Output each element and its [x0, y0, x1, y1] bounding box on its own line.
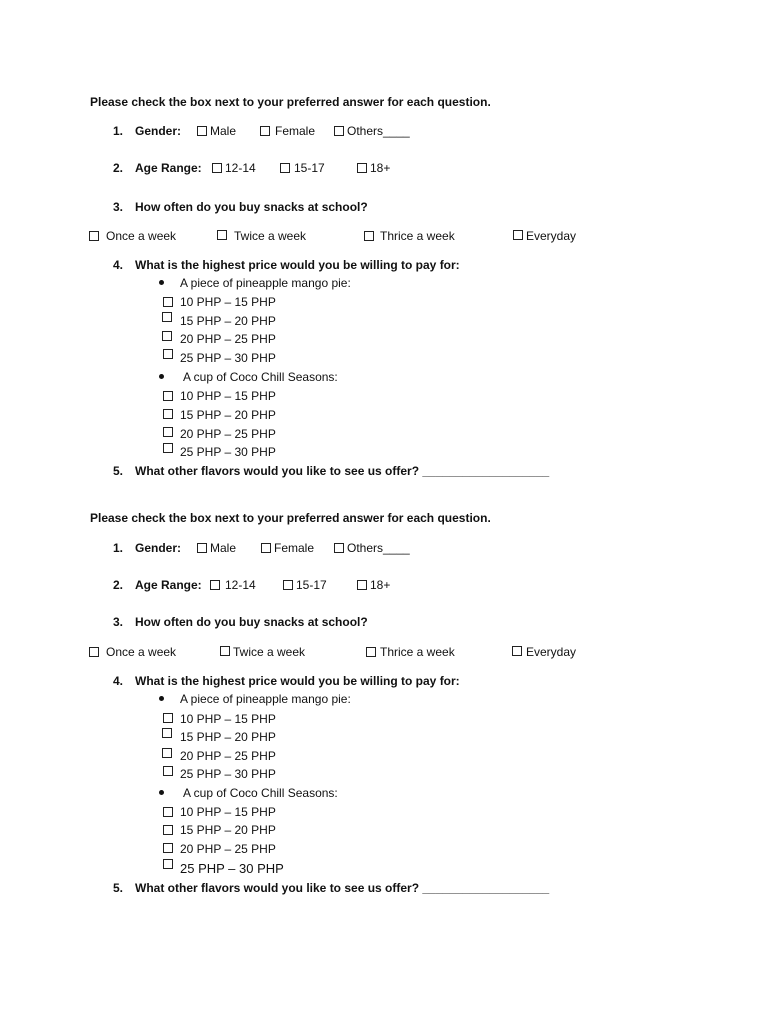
- question-number: 5.: [113, 881, 124, 895]
- gender-others-checkbox[interactable]: [334, 543, 344, 553]
- price-option: 25 PHP – 30 PHP: [180, 351, 276, 365]
- flavors-question[interactable]: What other flavors would you like to see us offer? ___________________: [135, 881, 550, 895]
- price-checkbox[interactable]: [163, 825, 173, 835]
- thrice-a-week-checkbox[interactable]: [366, 647, 376, 657]
- snack-frequency-label: How often do you buy snacks at school?: [135, 200, 368, 214]
- price-option: 20 PHP – 25 PHP: [180, 332, 276, 346]
- price-option: 20 PHP – 25 PHP: [180, 749, 276, 763]
- option-label: Twice a week: [234, 229, 307, 243]
- option-label: Female: [275, 124, 316, 138]
- option-label: Others____: [347, 541, 410, 555]
- option-label: Male: [210, 124, 237, 138]
- gender-female-checkbox[interactable]: [261, 543, 271, 553]
- age-12-14-checkbox[interactable]: [210, 580, 220, 590]
- price-checkbox[interactable]: [162, 312, 172, 322]
- option-label: Once a week: [106, 229, 177, 243]
- price-option: 15 PHP – 20 PHP: [180, 730, 276, 744]
- price-checkbox[interactable]: [162, 748, 172, 758]
- everyday-checkbox[interactable]: [512, 646, 522, 656]
- price-option: 10 PHP – 15 PHP: [180, 712, 276, 726]
- question-number: 3.: [113, 200, 124, 214]
- question-number: 2.: [113, 161, 124, 175]
- option-label: Everyday: [526, 229, 577, 243]
- thrice-a-week-checkbox[interactable]: [364, 231, 374, 241]
- gender-label: Gender:: [135, 541, 182, 555]
- option-label: Thrice a week: [380, 645, 455, 659]
- age-range-label: Age Range:: [135, 578, 202, 592]
- price-checkbox[interactable]: [163, 427, 173, 437]
- price-question-label: What is the highest price would you be willing to pay for:: [135, 258, 460, 272]
- option-label: Everyday: [526, 645, 577, 659]
- question-number: 2.: [113, 578, 124, 592]
- price-option: 10 PHP – 15 PHP: [180, 389, 276, 403]
- price-checkbox[interactable]: [162, 331, 172, 341]
- price-checkbox[interactable]: [163, 713, 173, 723]
- gender-male-checkbox[interactable]: [197, 543, 207, 553]
- age-range-label: Age Range:: [135, 161, 202, 175]
- price-checkbox[interactable]: [162, 728, 172, 738]
- age-18-plus-checkbox[interactable]: [357, 580, 367, 590]
- price-checkbox[interactable]: [163, 391, 173, 401]
- price-checkbox[interactable]: [163, 349, 173, 359]
- instruction: Please check the box next to your preferred answer for each question.: [90, 511, 491, 525]
- bullet-icon: [159, 374, 164, 379]
- price-option: 25 PHP – 30 PHP: [180, 861, 284, 876]
- gender-female-checkbox[interactable]: [260, 126, 270, 136]
- twice-a-week-checkbox[interactable]: [220, 646, 230, 656]
- question-number: 1.: [113, 124, 124, 138]
- gender-male-checkbox[interactable]: [197, 126, 207, 136]
- option-label: 18+: [370, 161, 391, 175]
- price-option: 20 PHP – 25 PHP: [180, 842, 276, 856]
- twice-a-week-checkbox[interactable]: [217, 230, 227, 240]
- instruction: Please check the box next to your preferred answer for each question.: [90, 95, 491, 109]
- option-label: 18+: [370, 578, 391, 592]
- price-checkbox[interactable]: [163, 443, 173, 453]
- price-checkbox[interactable]: [163, 843, 173, 853]
- option-label: Female: [274, 541, 315, 555]
- price-question-label: What is the highest price would you be willing to pay for:: [135, 674, 460, 688]
- question-number: 1.: [113, 541, 124, 555]
- snack-frequency-label: How often do you buy snacks at school?: [135, 615, 368, 629]
- item-title: A cup of Coco Chill Seasons:: [183, 370, 338, 384]
- item-title: A cup of Coco Chill Seasons:: [183, 786, 338, 800]
- price-option: 10 PHP – 15 PHP: [180, 805, 276, 819]
- question-number: 5.: [113, 464, 124, 478]
- question-number: 3.: [113, 615, 124, 629]
- option-label: Thrice a week: [380, 229, 455, 243]
- gender-label: Gender:: [135, 124, 182, 138]
- price-option: 25 PHP – 30 PHP: [180, 767, 276, 781]
- age-15-17-checkbox[interactable]: [283, 580, 293, 590]
- once-a-week-checkbox[interactable]: [89, 231, 99, 241]
- option-label: Others____: [347, 124, 410, 138]
- bullet-icon: [159, 790, 164, 795]
- option-label: 15-17: [294, 161, 325, 175]
- option-label: Twice a week: [233, 645, 306, 659]
- option-label: Once a week: [106, 645, 177, 659]
- price-checkbox[interactable]: [163, 766, 173, 776]
- option-label: Male: [210, 541, 237, 555]
- option-label: 12-14: [225, 161, 256, 175]
- flavors-question[interactable]: What other flavors would you like to see us offer? ___________________: [135, 464, 550, 478]
- age-15-17-checkbox[interactable]: [280, 163, 290, 173]
- option-label: 15-17: [296, 578, 327, 592]
- price-option: 15 PHP – 20 PHP: [180, 314, 276, 328]
- option-label: 12-14: [225, 578, 256, 592]
- once-a-week-checkbox[interactable]: [89, 647, 99, 657]
- item-title: A piece of pineapple mango pie:: [180, 692, 351, 706]
- price-checkbox[interactable]: [163, 297, 173, 307]
- price-option: 10 PHP – 15 PHP: [180, 295, 276, 309]
- item-title: A piece of pineapple mango pie:: [180, 276, 351, 290]
- price-option: 20 PHP – 25 PHP: [180, 427, 276, 441]
- price-option: 15 PHP – 20 PHP: [180, 823, 276, 837]
- gender-others-checkbox[interactable]: [334, 126, 344, 136]
- age-18-plus-checkbox[interactable]: [357, 163, 367, 173]
- price-option: 15 PHP – 20 PHP: [180, 408, 276, 422]
- bullet-icon: [159, 280, 164, 285]
- age-12-14-checkbox[interactable]: [212, 163, 222, 173]
- bullet-icon: [159, 696, 164, 701]
- question-number: 4.: [113, 674, 124, 688]
- price-checkbox[interactable]: [163, 807, 173, 817]
- question-number: 4.: [113, 258, 124, 272]
- price-checkbox[interactable]: [163, 409, 173, 419]
- everyday-checkbox[interactable]: [513, 230, 523, 240]
- price-option: 25 PHP – 30 PHP: [180, 445, 276, 459]
- price-checkbox[interactable]: [163, 859, 173, 869]
